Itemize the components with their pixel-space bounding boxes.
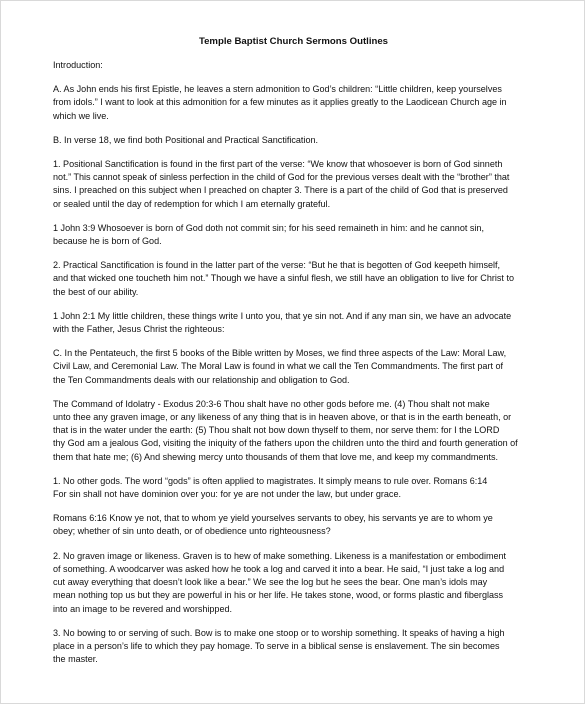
text-line: into an image to be revered and worshipped. (53, 603, 233, 614)
text-line: Romans 6:16 Know ye not, that to whom ye yield yourselves servants to obey, his servants ye are to whom ye (53, 513, 493, 524)
text-line: 1. No other gods. The word “gods” is often applied to magistrates. It simply means to rule over. Romans 6:14 (53, 475, 488, 486)
text-line: which we live. (53, 110, 109, 121)
text-line: from idols.” I want to look at this admonition for a few minutes as it applies greatly to the Laodicean Church age in (53, 97, 507, 108)
paragraph (53, 83, 558, 123)
paragraph (53, 398, 558, 464)
text-line: the Ten Commandments deals with our relationship and obligation to God. (53, 374, 350, 385)
text-line: 3. No bowing to or serving of such. Bow is to make one stoop or to worship something. It speaks of having a high (53, 627, 505, 638)
paragraph (53, 59, 558, 72)
text-line: not.” This cannot speak of sinless perfection in the child of God for the previous verses dealt with the “brother” that (53, 172, 510, 183)
text-line: or sealed until the day of redemption for which I am eternally grateful. (53, 198, 331, 209)
text-line: 1 John 2:1 My little children, these things write I unto you, that ye sin not. And if any man sin, we have an advocate (53, 310, 512, 321)
paragraph (53, 222, 558, 248)
text-line: that is in the water under the earth: (5) Thou shalt not bow down thyself to them, nor serve them: for I the LORD (53, 425, 500, 436)
text-line: obey; whether of sin unto death, or of obedience unto righteousness? (53, 526, 331, 537)
text-line: mean nothing top us but they are powerful in his or her life. He takes stone, wood, or forms plastic and fiberglass (53, 590, 504, 601)
text-line: 1 John 3:9 Whosoever is born of God doth not commit sin; for his seed remaineth in him: and he cannot sin, (53, 222, 484, 233)
text-line: of something. A woodcarver was asked how he took a log and carved it into a bear. He said, “I just take a log and (53, 563, 505, 574)
paragraph (53, 347, 558, 387)
text-line: The Command of Idolatry - Exodus 20:3-6 Thou shalt have no other gods before me. (4) Thou shalt not make (53, 398, 490, 409)
paragraph (53, 475, 558, 501)
paragraph (53, 550, 558, 616)
text-line: sins. I preached on this subject when I preached on chapter 3. There is a part of the child of God that is preserved (53, 185, 508, 196)
text-line: 1. Positional Sanctification is found in the first part of the verse: “We know that whosoever is born of God sinneth (53, 159, 503, 170)
text-line: cut away everything that doesn’t look like a bear.” We see the log but he sees the bear. One man’s idols may (53, 577, 488, 588)
text-line: C. In the Pentateuch, the first 5 books of the Bible written by Moses, we find three aspects of the Law: Moral Law, (53, 348, 507, 359)
text-line: 2. No graven image or likeness. Graven is to hew of make something. Likeness is a manifestation or embodiment (53, 550, 507, 561)
document-title: Temple Baptist Church Sermons Outlines (198, 36, 389, 47)
document-body (53, 59, 558, 666)
text-line: place in a person’s life to which they pay homage. To serve in a biblical sense is enslavement. The sin becomes (53, 640, 500, 651)
paragraph (53, 627, 558, 667)
text-line: Introduction: (53, 60, 103, 70)
text-line: because he is born of God. (53, 236, 162, 247)
text-line: 2. Practical Sanctification is found in the latter part of the verse: “But he that is begotten of God keepeth himself, (53, 260, 501, 271)
text-line: them that hate me; (6) And shewing mercy unto thousands of them that love me, and keep my commandments. (53, 451, 499, 462)
text-line: Civil Law, and Ceremonial Law. The Moral Law is found in what we call the Ten Commandments. The first part of (53, 361, 504, 372)
text-line: the master. (53, 654, 98, 665)
paragraph (53, 512, 558, 538)
text-line: B. In verse 18, we find both Positional and Practical Sanctification. (53, 134, 319, 145)
paragraph (53, 259, 558, 299)
text-line: A. As John ends his first Epistle, he leaves a stern admonition to God’s children: “Little children, keep yourselves (53, 84, 502, 95)
text-line: thy God am a jealous God, visiting the iniquity of the fathers upon the children unto the third and fourth generation of (53, 438, 518, 449)
paragraph (53, 134, 558, 147)
paragraph (53, 310, 558, 336)
text-line: For sin shall not have dominion over you: for ye are not under the law, but under grace. (53, 489, 402, 500)
text-line: the best of our ability. (53, 286, 139, 297)
paragraph (53, 158, 558, 211)
text-line: with the Father, Jesus Christ the righteous: (53, 324, 225, 335)
text-line: unto thee any graven image, or any likeness of any thing that is in heaven above, or that is in the earth beneath, or (53, 412, 512, 423)
text-line: and that wicked one toucheth him not.” Though we have a sinful flesh, we still have an obligation to live for Christ to (53, 273, 514, 284)
